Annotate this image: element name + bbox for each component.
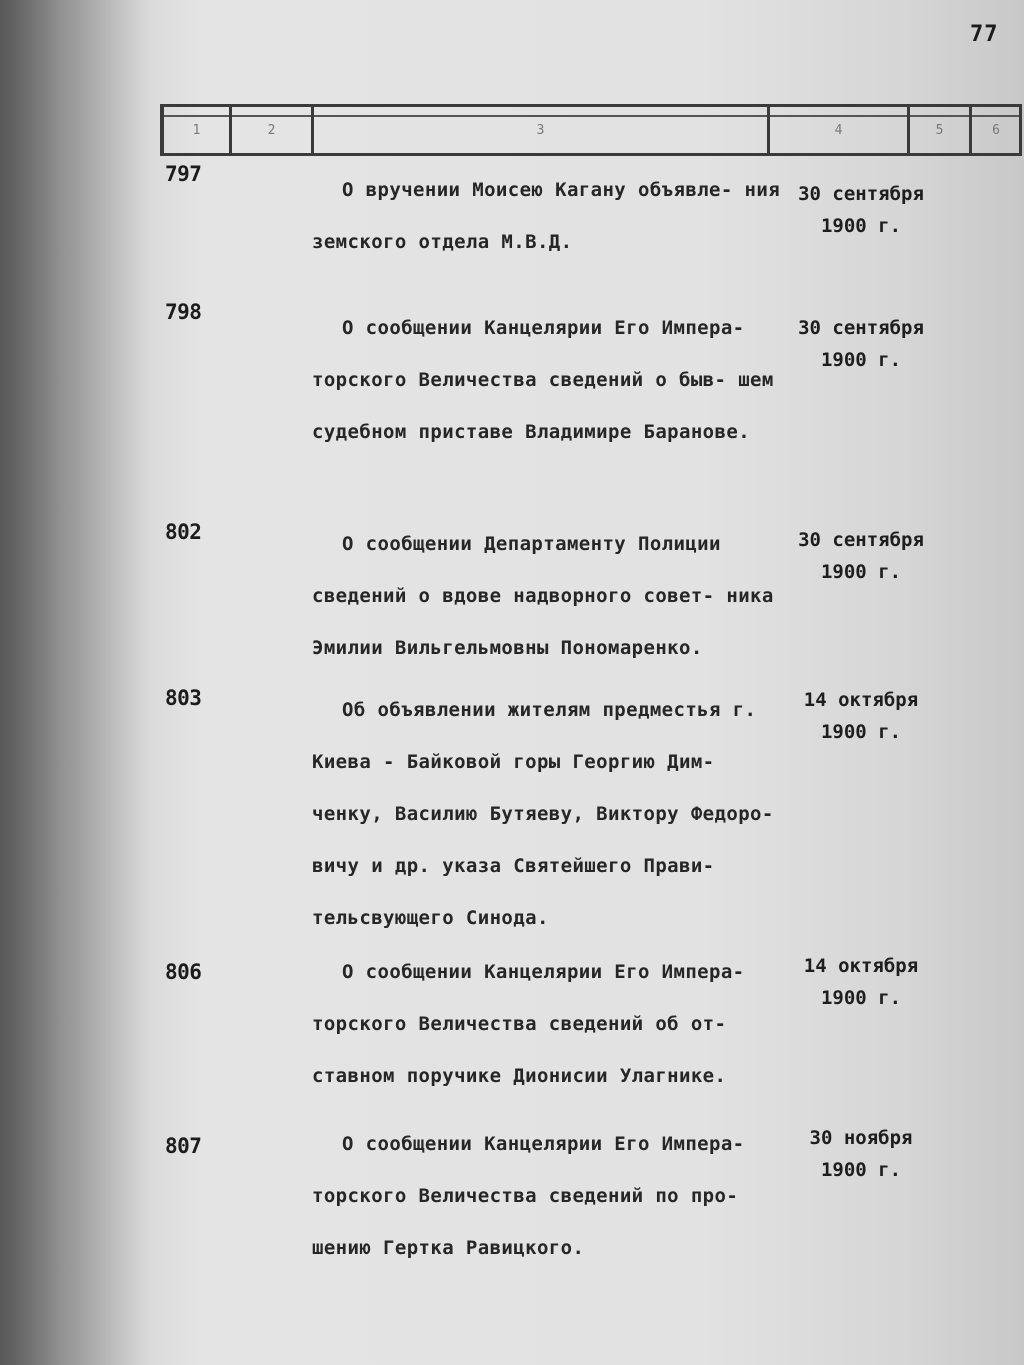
entry-number: 798	[165, 300, 202, 324]
page-number: 77	[970, 22, 999, 47]
entry-description: О сообщении Канцелярии Его Импера- торского Величества сведений о быв- шем судебном приставе Владимире Баранове.	[312, 317, 774, 443]
entry-date	[776, 1122, 946, 1186]
page-gutter-shadow	[0, 0, 150, 1365]
column-header-table	[160, 104, 1022, 156]
entry-date-day: 30 сентября	[798, 183, 924, 205]
header-col-1: 1	[164, 107, 232, 153]
entry-number: 802	[165, 520, 202, 544]
entry-description: О сообщении Канцелярии Его Импера- торского Величества сведений по про- шению Гертка Равицкого.	[312, 1133, 745, 1259]
entry-date-day: 30 сентября	[798, 317, 924, 339]
entry-description: О вручении Моисею Кагану объявле- ния земского отдела М.В.Д.	[312, 179, 781, 253]
header-col-4: 4	[770, 107, 910, 153]
entry-number: 797	[165, 162, 202, 186]
entry-date	[776, 178, 946, 242]
header-col-3: 3	[314, 107, 770, 153]
entry-number: 807	[165, 1134, 202, 1158]
entry-description: О сообщении Канцелярии Его Импера- торского Величества сведений об от- ставном поручике Дионисии Улагнике.	[312, 961, 745, 1087]
header-col-5: 5	[910, 107, 972, 153]
entry-date-year: 1900 г.	[820, 987, 902, 1009]
entry-description: О сообщении Департаменту Полиции сведений о вдове надворного совет- ника Эмилии Вильгельмовны Пономаренко.	[312, 533, 774, 659]
entry-date	[776, 684, 946, 748]
header-col-2: 2	[232, 107, 314, 153]
entry-number: 806	[165, 960, 202, 984]
entry-date-day: 30 ноября	[809, 1127, 913, 1149]
entry-date-day: 30 сентября	[798, 529, 924, 551]
entry-description: Об объявлении жителям предместья г. Киева - Байковой горы Георгию Дим- ченку, Василию Бутяеву, Виктору Федоро- вичу и др. указа Святейшего Прави- тельсвующего Синода.	[312, 699, 774, 929]
entry-date-year: 1900 г.	[820, 215, 902, 237]
entry-date-year: 1900 г.	[820, 561, 902, 583]
entry-date-day: 14 октября	[803, 955, 919, 977]
entry-date	[776, 950, 946, 1014]
entry-number: 803	[165, 686, 202, 710]
entry-date-year: 1900 г.	[820, 721, 902, 743]
entry-date-year: 1900 г.	[820, 1159, 902, 1181]
entry-date	[776, 312, 946, 376]
entry-date	[776, 524, 946, 588]
header-col-6: 6	[992, 122, 1000, 138]
entry-date-day: 14 октября	[803, 689, 919, 711]
entry-date-year: 1900 г.	[820, 349, 902, 371]
